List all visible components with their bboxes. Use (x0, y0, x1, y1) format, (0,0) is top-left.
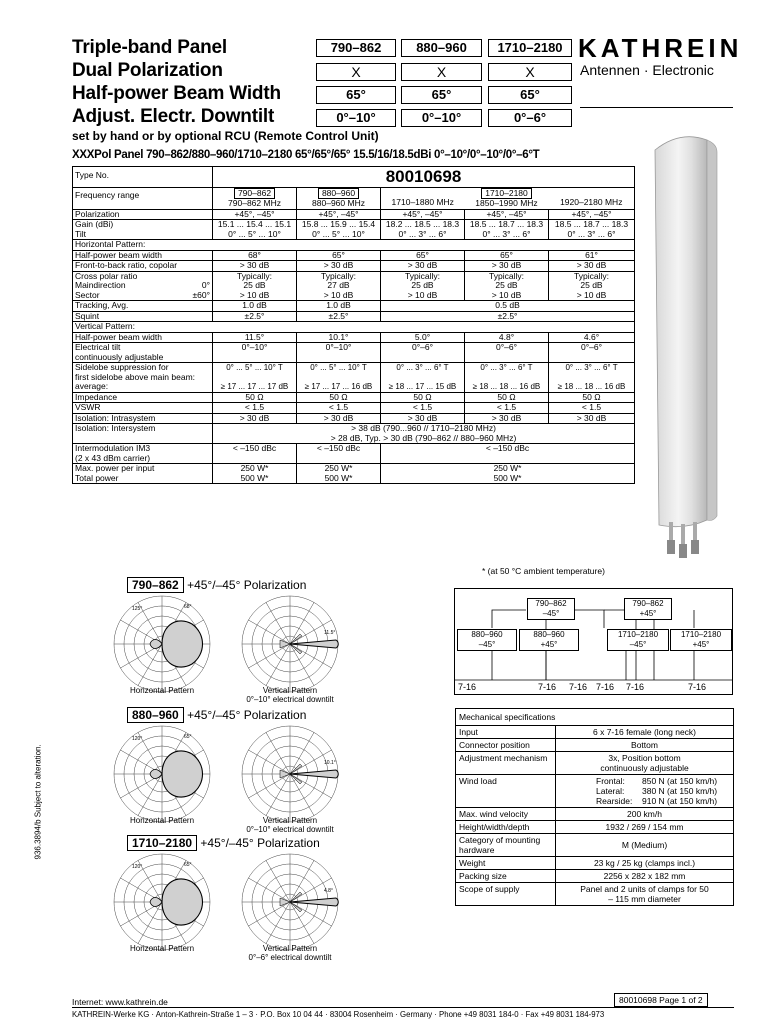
cpr-sector-value: > 10 dB (323, 289, 354, 300)
pattern-heading (127, 708, 306, 722)
etilt-value: 0°–10° (297, 343, 381, 363)
impedance-value: 50 Ω (381, 392, 465, 403)
sls-label-2: first sidelobe above main beam: (75, 371, 196, 382)
ftb-value: > 30 dB (213, 261, 297, 272)
mechanical-title: Mechanical specifications (456, 709, 734, 726)
mech-key: Packing size (456, 870, 556, 883)
mech-value: Bottom (556, 739, 734, 752)
diagram-box-bottom-2 (519, 629, 579, 651)
tilt-box-2: 0°–10° (401, 109, 482, 127)
freq-sub-3: 1710–1880 MHz (391, 196, 454, 207)
gain-value: 15.8 ... 15.9 ... 15.4 (301, 219, 376, 229)
freq-sub-2: 880–960 MHz (312, 198, 365, 208)
beam-box-1: 65° (316, 86, 396, 104)
sls-avg: ≥ 18 ... 18 ... 16 dB (557, 382, 626, 391)
diagram-band: 1710–2180 (680, 630, 722, 639)
mech-key: Category of mounting hardware (456, 834, 556, 857)
vswr-label: VSWR (73, 403, 213, 414)
vswr-value: < 1.5 (465, 403, 549, 414)
iso-inter-value: > 38 dB (790...960 // 1710–2180 MHz) (351, 423, 496, 433)
freq-sub-1: 790–862 MHz (228, 198, 281, 208)
pattern-angle-label: 120° (132, 736, 143, 742)
sls-tilt: 0° ... 3° ... 6° T (565, 363, 618, 372)
title-line-4: Adjust. Electr. Downtilt (72, 106, 275, 127)
im3-value: < –150 dBc (213, 444, 297, 464)
vhpbw-value: 5.0° (381, 332, 465, 343)
title-line-3: Half-power Beam Width (72, 83, 281, 104)
hpbw-value: 65° (381, 250, 465, 261)
freq-sub-5: 1920–2180 MHz (560, 196, 623, 207)
vswr-value: < 1.5 (213, 403, 297, 414)
pattern-heading (127, 836, 320, 850)
pattern-angle-label: 11.5° (324, 630, 336, 636)
page-box: 80010698 Page 1 of 2 (614, 993, 708, 1007)
mech-key: Connector position (456, 739, 556, 752)
sls-tilt: 0° ... 5° ... 10° T (310, 363, 367, 372)
im3-value: < –150 dBc (297, 444, 381, 464)
spec-table (72, 166, 635, 484)
cpr-sector-value: > 10 dB (576, 289, 607, 300)
sls-avg: ≥ 17 ... 17 ... 16 dB (304, 382, 373, 391)
antenna-image (645, 130, 725, 560)
connector-label: 7-16 (458, 682, 477, 692)
mech-value: 2256 x 282 x 182 mm (556, 870, 734, 883)
iso-intra-value: > 30 dB (297, 413, 381, 424)
cpr-main-value: 25 dB (580, 280, 603, 290)
vhpbw-value: 4.6° (549, 332, 635, 343)
pattern-angle-label: 120° (132, 864, 143, 870)
vswr-value: < 1.5 (381, 403, 465, 414)
power-total-value: 500 W* (493, 472, 522, 483)
ftb-label: Front-to-back ratio, copolar (73, 261, 213, 272)
polarization-value: +45°, –45° (465, 209, 549, 220)
footer-address: KATHREIN-Werke KG · Anton-Kathrein-Straße 1 – 3 · P.O. Box 10 04 44 · 83004 Rosenheim · Germany · Phone +49 8031 184-0 · Fax +49 8031 184-973 (72, 1010, 605, 1019)
etilt-value: 0°–6° (465, 343, 549, 363)
diagram-pol: –45° (478, 640, 496, 649)
diagram-band: 790–862 (535, 599, 567, 608)
iso-inter-label: Isolation: Intersystem (73, 424, 213, 444)
power-label: Max. power per input (75, 463, 155, 473)
sls-tilt: 0° ... 5° ... 10° T (226, 363, 283, 372)
vhpbw-label: Half-power beam width (73, 332, 213, 343)
etilt-label-2: continuously adjustable (75, 351, 164, 362)
gain-value: 18.5 ... 18.7 ... 18.3 (554, 219, 629, 229)
power-total-value: 500 W* (324, 472, 353, 483)
cpr-main-value: 25 dB (495, 280, 518, 290)
vswr-value: < 1.5 (297, 403, 381, 414)
cpr-sector-value: > 10 dB (407, 289, 438, 300)
mech-key: Scope of supply (456, 883, 556, 906)
etilt-value: 0°–6° (381, 343, 465, 363)
tilt-value: 0° ... 3° ... 6° (398, 228, 447, 239)
power-input-value: 250 W* (240, 463, 269, 473)
rcu-note: set by hand or by optional RCU (Remote Control Unit) (72, 129, 379, 143)
ftb-value: > 30 dB (381, 261, 465, 272)
vertical-caption-tilt: 0°–10° electrical downtilt (246, 695, 334, 704)
power-input-value: 250 W* (324, 463, 353, 473)
diagram-pol: –45° (542, 609, 560, 618)
cpr-sector-label: Sector (75, 289, 100, 300)
sls-label: Sidelobe suppression for (75, 362, 169, 372)
gain-value: 18.5 ... 18.7 ... 18.3 (469, 219, 544, 229)
diagram-box-top-right (624, 598, 672, 620)
etilt-value: 0°–10° (213, 343, 297, 363)
squint-label: Squint (73, 311, 213, 322)
vertical-caption-line: Vertical Pattern (262, 944, 318, 953)
diagram-box-top-left (527, 598, 575, 620)
connector-labels (454, 682, 734, 694)
band-box-2: 880–960 (401, 39, 482, 57)
vertical-pattern-plot (240, 724, 340, 824)
connector-label: 7-16 (569, 682, 588, 692)
polarization-value: +45°, –45° (297, 209, 381, 220)
im3-label: Intermodulation IM3 (75, 443, 151, 453)
hpbw-value: 68° (213, 250, 297, 261)
vertical-pattern-plot (240, 852, 340, 952)
impedance-value: 50 Ω (297, 392, 381, 403)
wind-value: 380 N (at 150 km/h) (642, 786, 718, 796)
mech-key: Input (456, 726, 556, 739)
ftb-value: > 30 dB (297, 261, 381, 272)
brand-tagline: Antennen · Electronic (580, 62, 714, 78)
vertical-caption-line: Vertical Pattern (262, 686, 318, 695)
footer-rule (72, 1007, 734, 1008)
header-rule (580, 107, 733, 108)
pattern-polarization: +45°/–45° Polarization (187, 708, 307, 722)
diagram-box-bottom-1 (457, 629, 517, 651)
diagram-pol: +45° (692, 640, 710, 649)
gain-value: 18.2 ... 18.5 ... 18.3 (385, 219, 460, 229)
power-total-label: Total power (75, 472, 119, 483)
mech-value: 6 x 7-16 female (long neck) (556, 726, 734, 739)
vhpbw-value: 4.8° (465, 332, 549, 343)
sls-tilt: 0° ... 3° ... 6° T (480, 363, 533, 372)
power-total-value: 500 W* (240, 472, 269, 483)
tracking-value: 1.0 dB (297, 301, 381, 312)
internet-link[interactable]: Internet: www.kathrein.de (72, 997, 168, 1007)
pattern-angle-label: 65° (184, 734, 192, 740)
pol-box-1: X (316, 63, 396, 81)
vertical-caption-tilt: 0°–6° electrical downtilt (248, 953, 332, 962)
horizontal-pattern-heading: Horizontal Pattern: (73, 240, 635, 251)
tilt-box-3: 0°–6° (488, 109, 572, 127)
tilt-value: 0° ... 3° ... 6° (567, 228, 616, 239)
tilt-label: Tilt (75, 228, 87, 239)
brand-logo: KATHREIN (578, 33, 743, 63)
diagram-box-bottom-4 (670, 629, 732, 651)
cpr-typically: Typically: (405, 270, 440, 281)
tilt-box-1: 0°–10° (316, 109, 396, 127)
mech-value: M (Medium) (556, 834, 734, 857)
sls-label-3: average: (75, 381, 109, 391)
im3-value: < –150 dBc (381, 444, 635, 464)
diagram-box-bottom-3 (607, 629, 669, 651)
impedance-value: 50 Ω (213, 392, 297, 403)
band-box-3: 1710–2180 (488, 39, 572, 57)
impedance-label: Impedance (73, 392, 213, 403)
pattern-band: 880–960 (127, 707, 184, 723)
wind-value: 910 N (at 150 km/h) (642, 796, 718, 806)
diagram-band: 880–960 (533, 630, 565, 639)
tilt-value: 0° ... 3° ... 6° (482, 228, 531, 239)
tilt-value: 0° ... 5° ... 10° (312, 228, 365, 239)
connector-label: 7-16 (538, 682, 557, 692)
horizontal-pattern-caption: Horizontal Pattern (129, 944, 195, 953)
pattern-polarization: +45°/–45° Polarization (187, 578, 307, 592)
diagram-pol: –45° (629, 640, 647, 649)
mech-key: Adjustment mechanism (456, 752, 556, 775)
impedance-value: 50 Ω (549, 392, 635, 403)
ftb-value: > 30 dB (549, 261, 635, 272)
vhpbw-value: 11.5° (213, 332, 297, 343)
beam-box-3: 65° (488, 86, 572, 104)
mech-value: 23 kg / 25 kg (clamps incl.) (556, 857, 734, 870)
cpr-typically: Typically: (321, 270, 356, 281)
iso-intra-value: > 30 dB (465, 413, 549, 424)
hpbw-value: 65° (297, 250, 381, 261)
squint-value: ±2.5° (297, 311, 381, 322)
cpr-sector-value: > 10 dB (239, 289, 270, 300)
tilt-value: 0° ... 5° ... 10° (228, 228, 281, 239)
horizontal-pattern-caption: Horizontal Pattern (129, 816, 195, 825)
type-number: 80010698 (213, 167, 635, 188)
sls-tilt: 0° ... 3° ... 6° T (396, 363, 449, 372)
diagram-pol: +45° (639, 609, 657, 618)
horizontal-pattern-caption: Horizontal Pattern (129, 686, 195, 695)
sls-avg: ≥ 18 ... 18 ... 16 dB (472, 382, 541, 391)
etilt-value: 0°–6° (549, 343, 635, 363)
wind-load-label: Wind load (456, 775, 556, 808)
horizontal-pattern-plot (112, 852, 212, 952)
wind-key: Lateral: (596, 786, 625, 796)
type-label: Type No. (73, 167, 213, 188)
cpr-main-value: 27 dB (327, 280, 350, 290)
freq-label: Frequency range (73, 188, 213, 210)
hpbw-label: Half-power beam width (73, 250, 213, 261)
cpr-typically: Typically: (489, 270, 524, 281)
pattern-polarization: +45°/–45° Polarization (200, 836, 320, 850)
pattern-band: 1710–2180 (127, 835, 197, 851)
title-line-1: Triple-band Panel (72, 37, 227, 58)
pattern-angle-label: 125° (132, 606, 143, 612)
freq-sub-4: 1850–1990 MHz (475, 198, 538, 208)
mechanical-specs-table (455, 708, 734, 906)
vertical-pattern-caption (225, 686, 355, 704)
tracking-value: 0.5 dB (381, 301, 635, 312)
pattern-angle-label: 4.8° (324, 888, 333, 894)
gain-value: 15.1 ... 15.4 ... 15.1 (217, 219, 292, 229)
cpr-main-value: 25 dB (411, 280, 434, 290)
polarization-value: +45°, –45° (381, 209, 465, 220)
sls-avg: ≥ 18 ... 17 ... 15 dB (388, 382, 457, 391)
diagram-band: 790–862 (632, 599, 664, 608)
cpr-label: Cross polar ratio (75, 270, 138, 281)
iso-intra-value: > 30 dB (213, 413, 297, 424)
etilt-label: Electrical tilt (75, 342, 121, 352)
iso-inter-value-2: > 28 dB, Typ. > 30 dB (790–862 // 880–960 MHz) (330, 432, 517, 443)
mech-key: Weight (456, 857, 556, 870)
mech-value: 200 km/h (556, 808, 734, 821)
vertical-pattern-caption (225, 816, 355, 834)
mech-value: Panel and 2 units of clamps for 50 – 115 mm diameter (556, 883, 734, 906)
hpbw-value: 65° (465, 250, 549, 261)
vertical-caption-tilt: 0°–10° electrical downtilt (246, 825, 334, 834)
beam-box-2: 65° (401, 86, 482, 104)
squint-value: ±2.5° (213, 311, 297, 322)
cpr-main-angle: 0° (201, 280, 210, 290)
tracking-label: Tracking, Avg. (73, 301, 213, 312)
wind-value: 850 N (at 150 km/h) (642, 776, 718, 786)
gain-label: Gain (dBi) (75, 219, 114, 229)
freq-band-3: 1710–2180 (481, 188, 532, 199)
pattern-angle-label: 65° (184, 862, 192, 868)
footnote: * (at 50 °C ambient temperature) (482, 566, 605, 576)
vertical-caption-line: Vertical Pattern (262, 816, 318, 825)
cpr-sector-angle: ±60° (192, 289, 210, 300)
cpr-typically: Typically: (574, 270, 609, 281)
band-box-1: 790–862 (316, 39, 396, 57)
cpr-main-value: 25 dB (243, 280, 266, 290)
connector-label: 7-16 (688, 682, 707, 692)
diagram-band: 880–960 (471, 630, 503, 639)
vhpbw-value: 10.1° (297, 332, 381, 343)
pattern-heading (127, 578, 306, 592)
model-line: XXXPol Panel 790–862/880–960/1710–2180 65°/65°/65° 15.5/16/18.5dBi 0°–10°/0°–10°/0°–6°T (72, 149, 540, 161)
side-note: 936.3894/b Subject to alteration. (33, 744, 43, 860)
cpr-sector-value: > 10 dB (491, 289, 522, 300)
mech-key: Max. wind velocity (456, 808, 556, 821)
title-line-2: Dual Polarization (72, 60, 223, 81)
mech-key: Height/width/depth (456, 821, 556, 834)
vswr-value: < 1.5 (549, 403, 635, 414)
polarization-value: +45°, –45° (213, 209, 297, 220)
diagram-pol: +45° (540, 640, 558, 649)
diagram-band: 1710–2180 (617, 630, 659, 639)
power-input-value: 250 W* (493, 463, 522, 473)
mech-value: 3x, Position bottom continuously adjustable (556, 752, 734, 775)
pattern-angle-label: 10.1° (324, 760, 336, 766)
sls-avg: ≥ 17 ... 17 ... 17 dB (220, 382, 289, 391)
iso-intra-value: > 30 dB (381, 413, 465, 424)
vertical-pattern-heading: Vertical Pattern: (73, 322, 635, 333)
horizontal-pattern-plot (112, 594, 212, 694)
mech-value: 1932 / 269 / 154 mm (556, 821, 734, 834)
iso-intra-label: Isolation: Intrasystem (73, 413, 213, 424)
cpr-main-label: Maindirection (75, 280, 126, 290)
connector-label: 7-16 (596, 682, 615, 692)
vertical-pattern-plot (240, 594, 340, 694)
tracking-value: 1.0 dB (213, 301, 297, 312)
pattern-angle-label: 68° (184, 604, 192, 610)
pol-box-2: X (401, 63, 482, 81)
ftb-value: > 30 dB (465, 261, 549, 272)
hpbw-value: 61° (549, 250, 635, 261)
connector-label: 7-16 (626, 682, 645, 692)
horizontal-pattern-plot (112, 724, 212, 824)
cpr-typically: Typically: (237, 270, 272, 281)
freq-band-2: 880–960 (318, 188, 359, 199)
iso-intra-value: > 30 dB (549, 413, 635, 424)
im3-label-2: (2 x 43 dBm carrier) (75, 452, 151, 463)
pattern-band: 790–862 (127, 577, 184, 593)
polarization-value: +45°, –45° (549, 209, 635, 220)
product-title (72, 36, 312, 128)
freq-band-1: 790–862 (234, 188, 275, 199)
pol-box-3: X (488, 63, 572, 81)
wind-key: Frontal: (596, 776, 625, 786)
polarization-label: Polarization (73, 209, 213, 220)
impedance-value: 50 Ω (465, 392, 549, 403)
squint-value: ±2.5° (381, 311, 635, 322)
wind-key: Rearside: (596, 796, 633, 806)
vertical-pattern-caption (225, 944, 355, 962)
